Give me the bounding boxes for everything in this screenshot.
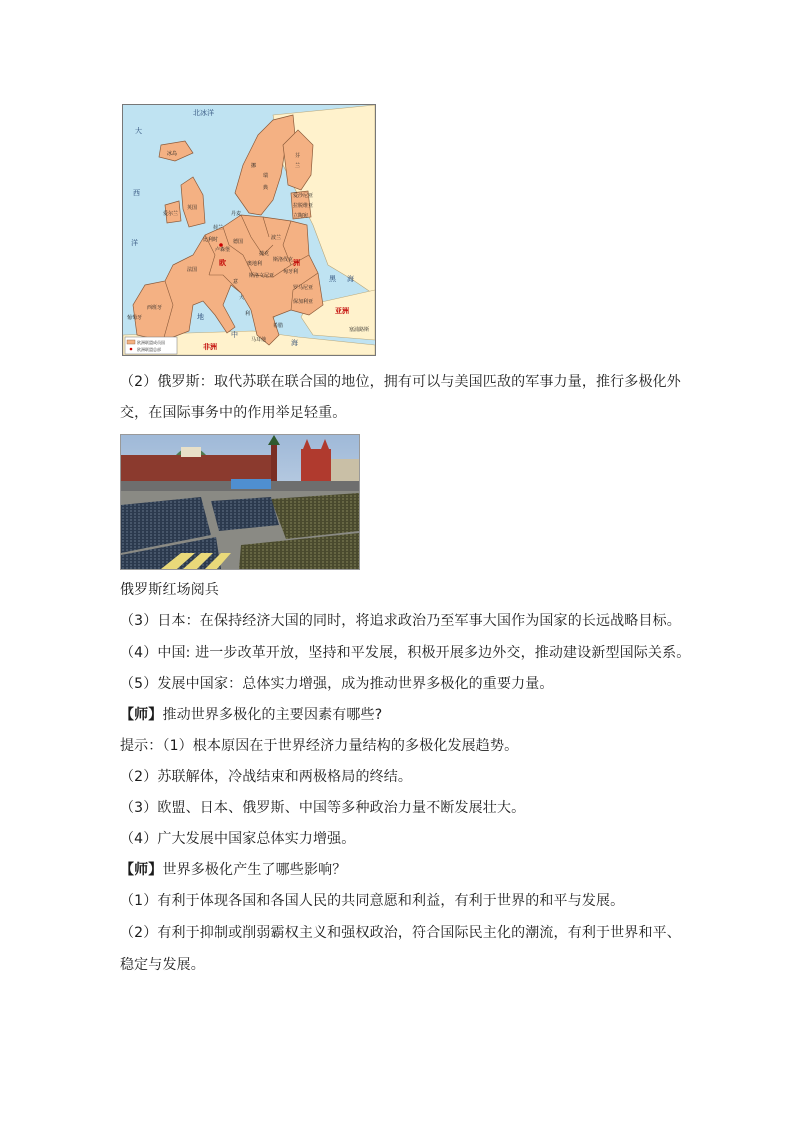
map-country-label: 瑞	[263, 173, 269, 179]
map-continent-label: 欧	[219, 259, 226, 267]
map-country-label: 希腊	[273, 323, 284, 329]
eu-map-svg	[123, 105, 375, 355]
map-country-label: 利	[245, 311, 251, 317]
eu-hq-marker	[219, 243, 223, 247]
map-continent-label: 非洲	[203, 343, 217, 351]
question-impact	[120, 860, 680, 880]
paragraph-russia-line2: 交，在国际事务中的作用举足轻重。	[120, 405, 347, 421]
map-continent-label: 洲	[293, 259, 300, 267]
hint-1: 提示：（1）根本原因在于世界经济力量结构的多极化发展趋势。	[120, 738, 519, 754]
teacher-tag: 【师】	[120, 862, 163, 878]
photo-caption: 俄罗斯红场阅兵	[120, 582, 220, 598]
map-ocean-label: 地	[197, 313, 204, 321]
map-country-label: 丹麦	[231, 211, 242, 217]
paragraph-japan: （3）日本：在保持经济大国的同时，将追求政治乃至军事大国作为国家的长远战略目标。	[120, 613, 681, 629]
map-country-label: 卢森堡	[215, 247, 231, 253]
question-factors	[120, 705, 680, 725]
question-impact-text: 世界多极化产生了哪些影响？	[162, 862, 347, 878]
map-country-label: 法国	[187, 267, 198, 273]
map-country-label: 西班牙	[147, 305, 163, 311]
map-country-label: 大	[239, 295, 245, 301]
impact-2-line2: 稳定与发展。	[120, 957, 205, 973]
map-ocean-label: 中	[231, 331, 238, 339]
map-country-label: 典	[263, 185, 269, 191]
map-country-label: 立陶宛	[293, 213, 309, 219]
map-country-label: 捷克	[259, 251, 270, 257]
hint-3: （3）欧盟、日本、俄罗斯、中国等多种政治力量不断发展壮大。	[120, 800, 526, 816]
paragraph-developing: （5）发展中国家：总体实力增强，成为推动世界多极化的重要力量。	[120, 676, 554, 692]
map-country-label: 罗马尼亚	[293, 285, 314, 291]
map-country-label: 保加利亚	[293, 299, 314, 305]
impact-1: （1）有利于体现各国和各国人民的共同意愿和利益，有利于世界的和平与发展。	[120, 893, 625, 909]
map-ocean-label: 海	[347, 275, 354, 283]
teacher-tag: 【师】	[120, 707, 163, 723]
hint-2: （2）苏联解体，冷战结束和两极格局的终结。	[120, 769, 413, 785]
map-country-label: 波兰	[271, 235, 282, 241]
map-country-label: 荷兰	[213, 225, 224, 231]
map-ocean-label: 洋	[131, 239, 138, 247]
map-country-label: 斯洛文尼亚	[249, 273, 275, 279]
legend-member-label: 欧洲联盟成员国	[137, 340, 165, 345]
map-ocean-label: 大	[135, 127, 142, 135]
map-country-label: 斯洛伐克	[273, 257, 294, 263]
map-country-label: 比利时	[203, 237, 219, 243]
map-country-label: 马耳他	[251, 337, 267, 343]
map-country-label: 意	[233, 279, 239, 285]
legend-hq-swatch	[130, 348, 133, 351]
map-country-label: 爱尔兰	[163, 211, 179, 217]
red-square-parade-photo	[120, 434, 360, 570]
map-continent-label: 亚洲	[335, 307, 349, 315]
map-country-label: 兰	[295, 163, 301, 169]
question-factors-text: 推动世界多极化的主要因素有哪些?	[162, 707, 383, 723]
map-country-label: 塞浦路斯	[349, 327, 370, 333]
map-country-label: 葡萄牙	[127, 315, 143, 321]
map-country-label: 德国	[233, 239, 244, 245]
map-country-label: 奥地利	[247, 261, 263, 267]
paragraph-china: （4）中国: 进一步改革开放，坚持和平发展，积极开展多边外交，推动建设新型国际关系。	[120, 645, 691, 661]
map-ocean-label: 黑	[329, 275, 336, 283]
map-ocean-label: 西	[133, 189, 140, 197]
map-country-label: 匈牙利	[283, 269, 299, 275]
map-ocean-label: 北冰洋	[193, 109, 214, 117]
map-country-label: 冰岛	[167, 151, 178, 157]
map-country-label: 挪	[251, 163, 257, 169]
map-country-label: 芬	[295, 153, 301, 159]
map-country-label: 爱沙尼亚	[293, 193, 314, 199]
map-country-label: 拉脱维亚	[293, 203, 314, 209]
hint-4: （4）广大发展中国家总体实力增强。	[120, 831, 356, 847]
paragraph-russia-line1: （2）俄罗斯：取代苏联在联合国的地位，拥有可以与美国匹敌的军事力量，推行多极化外	[120, 374, 681, 390]
parade-photo-svg	[121, 435, 359, 569]
eu-map-figure	[122, 104, 376, 356]
legend-member-swatch	[127, 340, 135, 344]
map-ocean-label: 海	[291, 339, 298, 347]
map-country-label: 英国	[187, 205, 198, 211]
legend-hq-label: 欧洲联盟总部	[137, 347, 161, 352]
impact-2-line1: （2）有利于抑制或削弱霸权主义和强权政治，符合国际民主化的潮流，有利于世界和平、	[120, 925, 681, 941]
